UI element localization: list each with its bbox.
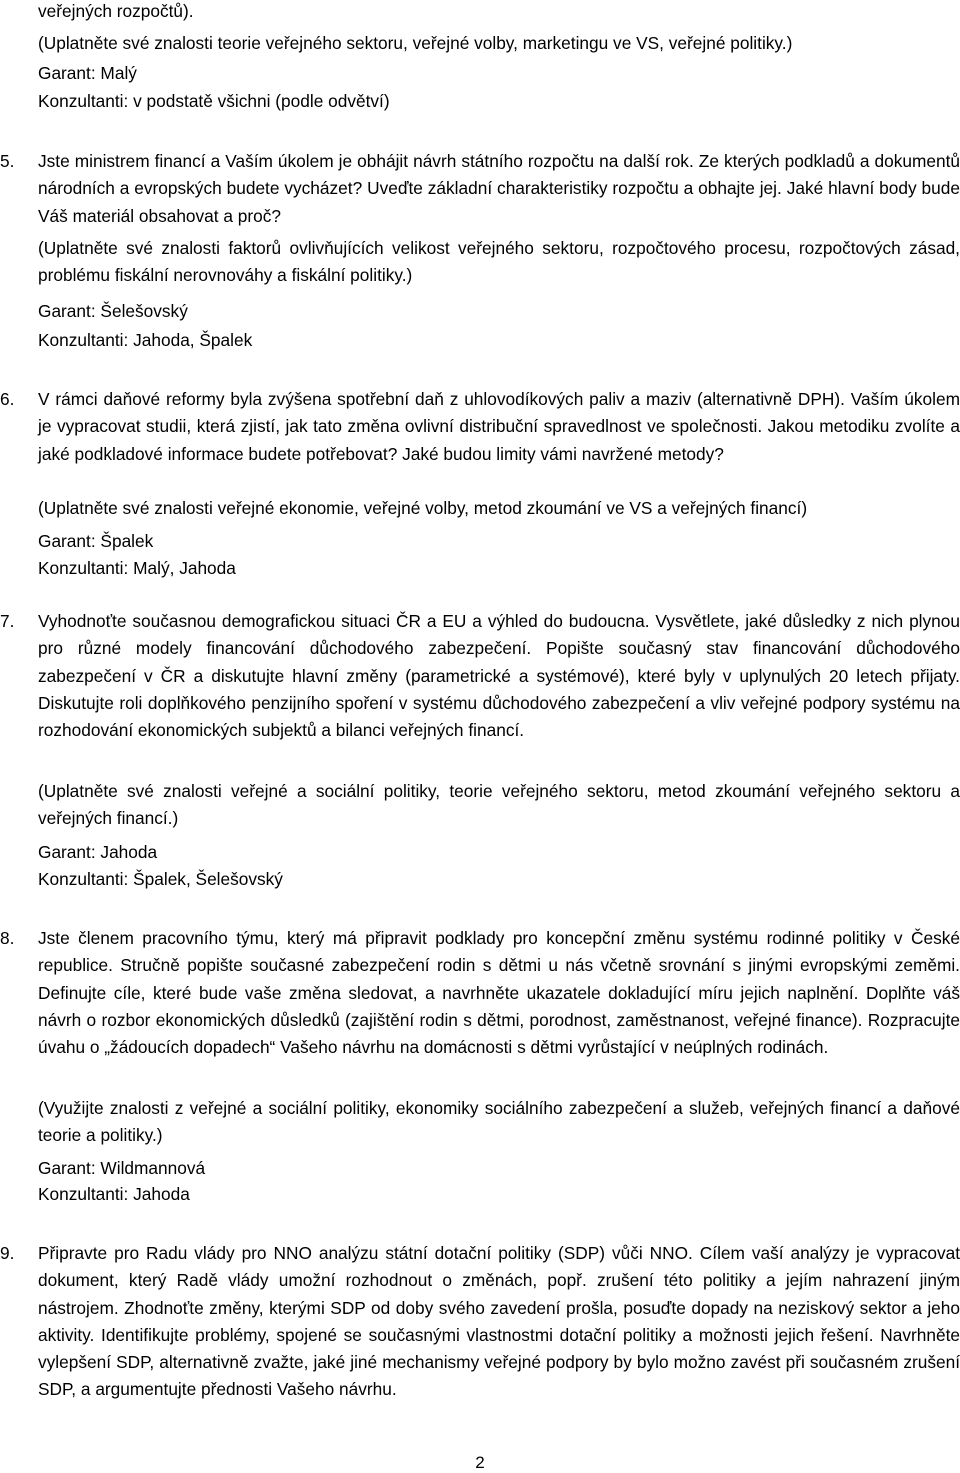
apply-note: (Uplatněte své znalosti faktorů ovlivňujících velikost veřejného sektoru, rozpočtového procesu, rozpočtových zásad, problému fiskální nerovnováhy a fiskální politiky.) [38, 238, 960, 286]
apply-note: (Uplatněte své znalosti veřejné a sociální politiky, teorie veřejného sektoru, metod zkoumání veřejného sektoru a veřejných financí.) [38, 781, 960, 829]
question-text: Jste ministrem financí a Vaším úkolem je obhájit návrh státního rozpočtu na další rok. Ze kterých podkladů a dokumentů národních a evropských budete vycházet? Uveďte základní charakteristiky rozpočtu a obhajte jej. Jaké hlavní body bude Váš materiál obsahovat a proč? [38, 151, 960, 226]
item-number: 5. [0, 151, 15, 171]
question-text: Jste členem pracovního týmu, který má připravit podklady pro koncepční změnu systému rodinné politiky v České republice. Stručně popište současné zabezpečení rodin s dětmi u nás včetně srovnání s jinými evropskými zeměmi. Definujte cíle, které bude vaše změna sledovat, a navrhněte ukazatele dokladující míru jejich naplnění. Doplňte váš návrh o rozbor ekonomických důsledků (zajištění rodin s dětmi, porodnost, zaměstnanost, veřejné finance). Rozpracujte úvahu o „žádoucích dopadech“ Vašeho návrhu na domácnosti s dětmi vyrůstající v neúplných rodinách. [38, 928, 960, 1058]
consultants-line: Konzultanti: Jahoda, Špalek [38, 330, 253, 350]
continued-text: veřejných rozpočtů). [38, 1, 194, 21]
question-text: Připravte pro Radu vlády pro NNO analýzu státní dotační politiky (SDP) vůči NNO. Cílem vaší analýzy je vypracovat dokument, který Radě vlády umožní rozhodnout o změnách, popř. zrušení této politiky a jejím nahrazení jiným nástrojem. Zhodnoťte změny, kterými SDP od doby svého zavedení prošla, posuďte dopady na neziskový sektor a jeho aktivity. Identifikujte problémy, spojené se současnými vlastnostmi dotační politiky a možnosti jejich řešení. Navrhněte vylepšení SDP, alternativně zvažte, jaké jiné mechanismy veřejné podpory by bylo možno zavést při současném zrušení SDP, a argumentujte přednosti Vašeho návrhu. [38, 1243, 960, 1400]
consultants-line: Konzultanti: Malý, Jahoda [38, 558, 236, 578]
consultants-line: Konzultanti: v podstatě všichni (podle odvětví) [38, 91, 390, 111]
item-number: 8. [0, 928, 15, 948]
garant-line: Garant: Jahoda [38, 842, 158, 862]
item-number: 7. [0, 611, 15, 631]
question-text: Vyhodnoťte současnou demografickou situaci ČR a EU a výhled do budoucna. Vysvětlete, jaké důsledky z nich plynou pro různé modely financování důchodového zabezpečení. Popište současný stav financování důchodového zabezpečení v ČR a diskutujte hlavní změny (parametrické a systémové), které byly v uplynulých 20 letech přijaty. Diskutujte roli doplňkového penzijního spoření v systému důchodového zabezpečení a vliv veřejné podpory systému na rozhodování ekonomických subjektů a bilanci veřejných financí. [38, 611, 960, 741]
apply-note: (Uplatněte své znalosti teorie veřejného sektoru, veřejné volby, marketingu ve VS, veřejné politiky.) [38, 33, 793, 53]
question-text: V rámci daňové reformy byla zvýšena spotřební daň z uhlovodíkových paliv a maziv (alternativně DPH). Vaším úkolem je vypracovat studii, která zjistí, jak tato změna ovlivní distribuční spravedlnost ve společnosti. Jakou metodiku zvolíte a jaké podkladové informace budete potřebovat? Jaké budou limity vámi navržené metody? [38, 389, 960, 464]
item-number: 9. [0, 1243, 15, 1263]
item-number: 6. [0, 389, 15, 409]
page-number: 2 [475, 1453, 485, 1472]
consultants-line: Konzultanti: Jahoda [38, 1184, 190, 1204]
apply-note: (Využijte znalosti z veřejné a sociální politiky, ekonomiky sociálního zabezpečení a služeb, veřejných financí a daňové teorie a politiky.) [38, 1098, 960, 1146]
garant-line: Garant: Špalek [38, 531, 154, 551]
garant-line: Garant: Malý [38, 63, 137, 83]
garant-line: Garant: Wildmannová [38, 1158, 206, 1178]
consultants-line: Konzultanti: Špalek, Šelešovský [38, 869, 283, 889]
garant-line: Garant: Šelešovský [38, 301, 188, 321]
apply-note: (Uplatněte své znalosti veřejné ekonomie, veřejné volby, metod zkoumání ve VS a veřejných financí) [38, 498, 808, 518]
